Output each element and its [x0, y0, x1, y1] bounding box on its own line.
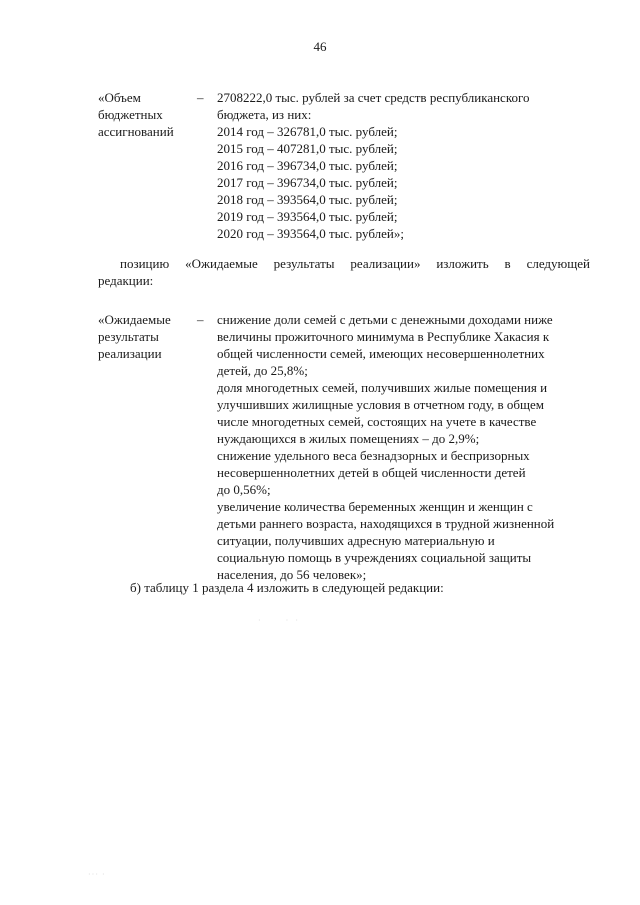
- budget-line: 2017 год – 396734,0 тыс. рублей;: [217, 175, 398, 190]
- results-line: снижение доли семей с детьми с денежными доходами ниже: [217, 312, 553, 327]
- results-line: снижение удельного веса безнадзорных и беспризорных: [217, 448, 530, 463]
- budget-row: [98, 89, 590, 242]
- instruction-line: редакции:: [98, 273, 154, 288]
- results-label-line: реализации: [98, 346, 162, 361]
- scan-artifact: · · ·: [258, 616, 299, 625]
- budget-line: 2016 год – 396734,0 тыс. рублей;: [217, 158, 398, 173]
- budget-line: 2020 год – 393564,0 тыс. рублей»;: [217, 226, 404, 241]
- budget-label-line: «Объем: [98, 90, 141, 105]
- item-b-paragraph: б) таблицу 1 раздела 4 изложить в следующей редакции:: [130, 580, 444, 595]
- budget-line: 2019 год – 393564,0 тыс. рублей;: [217, 209, 398, 224]
- results-line: несовершеннолетних детей в общей численности детей: [217, 465, 526, 480]
- results-label: [98, 311, 197, 362]
- results-line: величины прожиточного минимума в Республике Хакасия к: [217, 329, 550, 344]
- scan-artifact: ··· ·: [88, 870, 106, 879]
- budget-line: бюджета, из них:: [217, 107, 312, 122]
- results-line: нуждающихся в жилых помещениях – до 2,9%;: [217, 431, 480, 446]
- results-line: детей, до 25,8%;: [217, 363, 308, 378]
- budget-line: 2708222,0 тыс. рублей за счет средств республиканского: [217, 90, 530, 105]
- instruction-line: позицию «Ожидаемые результаты реализации» изложить в следующей: [120, 256, 590, 271]
- results-line: улучшивших жилищные условия в отчетном году, в общем: [217, 397, 544, 412]
- results-line: ситуации, получивших адресную материальную и: [217, 533, 495, 548]
- budget-content: [217, 89, 590, 242]
- expected-results-block: [98, 311, 590, 583]
- budget-line: 2018 год – 393564,0 тыс. рублей;: [217, 192, 398, 207]
- results-row: [98, 311, 590, 583]
- budget-label-line: бюджетных: [98, 107, 163, 122]
- results-line: населения, до 56 человек»;: [217, 567, 367, 582]
- results-line: числе многодетных семей, состоящих на учете в качестве: [217, 414, 537, 429]
- page-number: 46: [313, 39, 327, 54]
- results-content: [217, 311, 590, 583]
- results-dash: –: [197, 312, 204, 327]
- budget-line: 2014 год – 326781,0 тыс. рублей;: [217, 124, 398, 139]
- results-label-line: «Ожидаемые: [98, 312, 171, 327]
- results-line: до 0,56%;: [217, 482, 271, 497]
- budget-allocations-block: [98, 89, 590, 242]
- budget-label: [98, 89, 197, 140]
- results-line: доля многодетных семей, получивших жилые помещения и: [217, 380, 548, 395]
- results-line: общей численности семей, имеющих несовершеннолетних: [217, 346, 545, 361]
- budget-line: 2015 год – 407281,0 тыс. рублей;: [217, 141, 398, 156]
- results-line: детьми раннего возраста, находящихся в трудной жизненной: [217, 516, 555, 531]
- instruction-paragraph: [98, 255, 590, 289]
- results-line: увеличение количества беременных женщин и женщин с: [217, 499, 533, 514]
- budget-label-line: ассигнований: [98, 124, 174, 139]
- results-label-line: результаты: [98, 329, 159, 344]
- results-line: социальную помощь в учреждениях социальной защиты: [217, 550, 532, 565]
- budget-dash: –: [197, 90, 204, 105]
